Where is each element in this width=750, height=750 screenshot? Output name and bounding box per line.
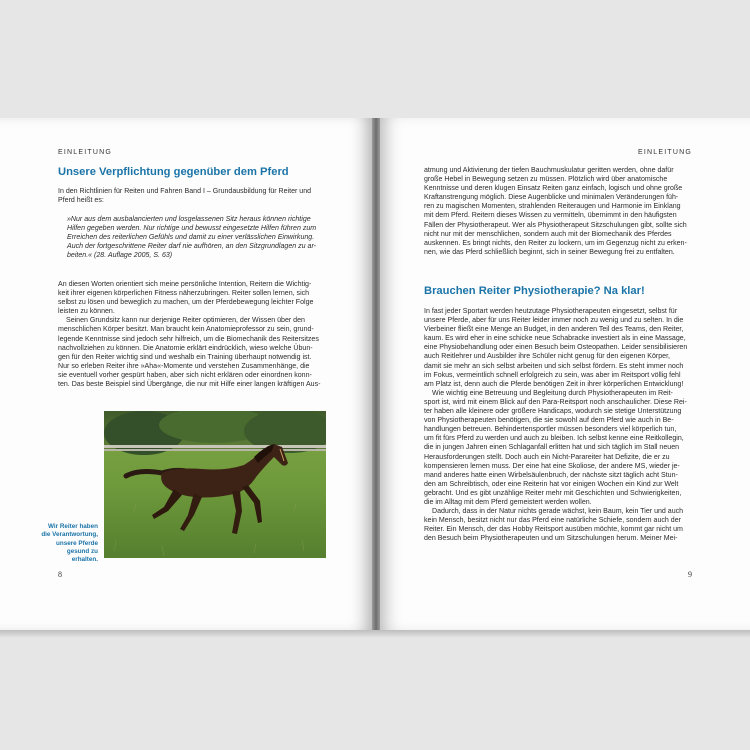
- block-quote: »Nur aus dem ausbalancierten und losgelassenen Sitz heraus können richtige Hilfen gegeben werden. Nur richtige und bewusst eingesetzte Hilfen führen zum Erreichen des reiterlichen Gefühls und damit zu einer verlässlichen Einwirkung. Auch der fortgeschrittene Reiter darf nie aufhören, an den Sitzgrundlagen zu ar- beiten.« (28. Auflage 2005, S. 63): [67, 216, 317, 260]
- running-head: EINLEITUNG: [637, 149, 692, 156]
- body-text: In fast jeder Sportart werden heutzutage Physiotherapeuten eingesetzt, selbst für unsere Pferde, aber für uns Reiter leider immer noch zu wenig und zu selten. In die Vierbeiner fließt eine Menge an Budget, in den anderen Teil des Teams, den Reiter, kaum. Es wird eher in eine schicke neue Schabracke investiert als in eine Massage, eine Physiobehandlung oder einen Besuch beim Osteopathen. Leider sensibilisieren auch Reitlehrer und Ausbilder ihre Schüler nicht genug für den eigenen Körper, damit sie mehr an sich selbst arbeiten und sich selbst fördern. Es steht immer noch im Fokus, vermeintlich schnell erfolgreich zu sein, was aber im Reitsport völlig fehl am Platz ist, denn auch die Pferde benötigen Zeit in ihrer körperlichen Entwicklung! Wie wichtig eine Betreuung und Begleitung durch Physiotherapeuten im Reit- sport ist, wird mit einem Blick auf den Para-Reitsport noch anschaulicher. Diese Rei- ter haben alle kleinere oder größere Handicaps, wodurch sie stetige Unterstützung von Physiotherapeuten benötigen, die sie sowohl auf dem Pferd wie auch in Be- handlungen betreuen. Behindertensportler müssen besonders viel körperlich tun, um fit fürs Pferd zu werden und auch zu bleiben. Ich selbst kenne eine Reitkollegin, die in jungen Jahren einen Schlaganfall erlitten hat und sich täglich im Stall neuen Herausforderungen stellt. Doch auch ein Nicht-Parareiter hat Defizite, die er zu kompensieren lernen muss. Der eine hat eine Skoliose, der andere MS, wieder je- mand anderes hatte einen Wirbelsäulenbruch, der nächste sitzt täglich acht Stun- den am Schreibtisch, oder eine Reiterin hat vor einigen Wochen ein Kind zur Welt gebracht. Und es gibt unzählige Reiter mehr mit Geschichten und Schwierigkeiten, die im Alltag mit dem Pferd gemeistert werden wollen. Dadurch, dass in der Natur nichts gerade wächst, kein Baum, kein Tier und auch kein Mensch, besitzt nicht nur das Pferd eine natürliche Schiefe, sondern auch der Reiter. Ein Mensch, der das Hobby Reitsport ausüben möchte, kommt gar nicht um den Besuch beim Physiotherapeuten und um Sitzschulungen herum. Meiner Mei-: [424, 308, 688, 543]
- body-text: An diesen Worten orientiert sich meine persönliche Intention, Reitern die Wichtig- keit ihrer eigenen körperlichen Fitness näherzubringen. Reiter sollen lernen, sich selbst zu lösen und beweglich zu machen, um der Pferdebewegung leichter Folge leisten zu können. Seinen Grundsitz kann nur derjenige Reiter optimieren, der Wissen über den menschlichen Körper besitzt. Man braucht kein Anatomieprofessor zu sein, grund- legende Kenntnisse sind jedoch sehr hilfreich, um die Biomechanik des Reitersitzes nachvollziehen zu können. Die Anatomie erklärt eindrücklich, wieso welche Übun- gen für den Reiter wichtig sind und weshalb ein Training überhaupt notwendig ist. Nur so erleben Reiter ihre »Aha«-Momente und verstehen Zusammenhänge, die sie eventuell vorher gespürt haben, aber sich nicht erklären oder einordnen konn- ten. Das beste Beispiel sind Übergänge, die nur mit Hilfe einer langen kräftigen Aus-: [58, 281, 321, 389]
- section-heading: Unsere Verpflichtung gegenüber dem Pferd: [58, 166, 289, 178]
- page-number: 8: [58, 570, 62, 579]
- left-page: [0, 118, 372, 630]
- page-number: 9: [688, 570, 692, 579]
- page-shadow: [0, 630, 750, 638]
- running-head: EINLEITUNG: [58, 149, 113, 156]
- continued-paragraph: atmung und Aktivierung der tiefen Bauchmuskulatur geritten werden, ohne dafür große Hebel in Bewegung setzen zu müssen. Plötzlich wird über anatomische Kenntnisse und deren klugen Einsatz Reiten ganz einfach, logisch und ohne große Kraftanstrengung möglich. Diese Augenblicke und minimalen Veränderungen füh- ren zu magischen Momenten, strahlenden Reiteraugen und Harmonie im Einklang mit dem Pferd. Reitern dieses Wissen zu vermitteln, übernimmt in den häufigsten Fällen der Physiotherapeut. Wer als Physiotherapeut Sitzschulungen gibt, sollte sich nicht nur mit der menschlichen, sondern auch mit der Biomechanik des Pferdes auskennen. Es bringt nichts, den Reiter zu lockern, um im Gegenzug nicht zu erken- nen, wie das Pferd schließlich beginnt, sich in seiner Bewegung frei zu entfalten.: [424, 167, 687, 256]
- book-spread: [0, 118, 750, 630]
- book-gutter: [372, 118, 380, 630]
- section-heading: Brauchen Reiter Physiotherapie? Na klar!: [424, 285, 645, 297]
- right-page: [380, 118, 750, 630]
- photo-caption: Wir Reiter haben die Verantwortung, unsere Pferde gesund zu erhalten.: [41, 523, 98, 564]
- intro-paragraph: In den Richtlinien für Reiten und Fahren Band I – Grundausbildung für Reiter und Pferd heißt es:: [58, 188, 312, 205]
- horse-photo: [104, 411, 326, 558]
